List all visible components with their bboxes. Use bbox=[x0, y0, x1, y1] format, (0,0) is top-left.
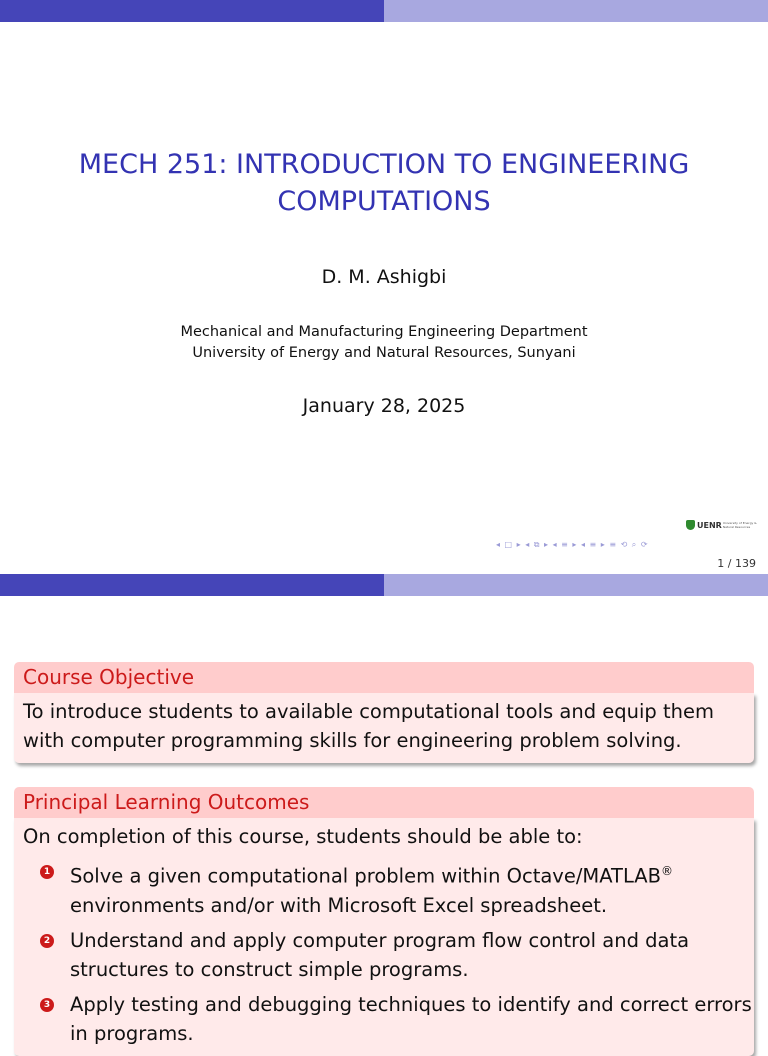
block-body bbox=[14, 818, 754, 1056]
list-item bbox=[23, 926, 745, 984]
author: D. M. Ashigbi bbox=[321, 266, 447, 288]
institute-line-1: Mechanical and Manufacturing Engineering Department bbox=[180, 324, 588, 340]
list-item-line-1: Understand and apply computer program flow control and data bbox=[70, 928, 690, 952]
enumerate-bullet-icon: 2 bbox=[40, 934, 54, 948]
header-bar-light bbox=[384, 0, 768, 22]
outcomes-intro: On completion of this course, students should be able to: bbox=[23, 825, 583, 848]
presentation-date: January 28, 2025 bbox=[302, 395, 466, 417]
list-item-text bbox=[70, 990, 752, 1048]
list-item-text bbox=[70, 926, 689, 984]
objective-line-2: with computer programming skills for engineering problem solving. bbox=[23, 729, 682, 752]
header-bar-light bbox=[384, 574, 768, 596]
list-item-line-1: Solve a given computational problem within Octave/MATLAB bbox=[70, 864, 661, 888]
title-line-1: MECH 251: INTRODUCTION TO ENGINEERING bbox=[78, 149, 690, 180]
course-objective-block bbox=[14, 662, 754, 763]
list-item-line-2: environments and/or with Microsoft Excel spreadsheet. bbox=[70, 893, 608, 917]
objectives-slide bbox=[0, 574, 768, 1045]
list-item bbox=[23, 857, 745, 920]
institute-line-2: University of Energy and Natural Resources, Sunyani bbox=[192, 345, 576, 361]
logo-subtext: University of Energy & Natural Resources bbox=[722, 521, 757, 529]
list-item-line bbox=[70, 857, 673, 891]
uenr-logo bbox=[686, 520, 759, 530]
block-body bbox=[14, 693, 754, 763]
list-item-line-2: structures to construct simple programs. bbox=[70, 957, 469, 981]
block-title: Principal Learning Outcomes bbox=[14, 787, 754, 818]
page-number: 1 / 139 bbox=[717, 557, 756, 570]
enumerate-bullet-icon: 1 bbox=[40, 865, 54, 879]
list-item-text bbox=[70, 857, 673, 920]
uenr-emblem-icon bbox=[686, 520, 695, 530]
header-bar bbox=[0, 0, 768, 22]
header-bar-dark bbox=[0, 574, 384, 596]
beamer-navigation[interactable]: ◂ □ ▸ ◂ ⧉ ▸ ◂ ≡ ▸ ◂ ≡ ▸ ≡ ⟲ ⌕ ⟳ bbox=[496, 540, 649, 549]
title-line-2: COMPUTATIONS bbox=[277, 186, 491, 217]
list-item bbox=[23, 990, 752, 1048]
list-item-line-1: Apply testing and debugging techniques to identify and correct errors bbox=[70, 992, 752, 1016]
presentation-title bbox=[0, 146, 768, 220]
list-item-line-2: in programs. bbox=[70, 1021, 194, 1045]
logo-text: UENR bbox=[697, 520, 722, 530]
block-title: Course Objective bbox=[14, 662, 754, 693]
header-bar bbox=[0, 574, 768, 596]
institute bbox=[0, 322, 768, 364]
enumerate-bullet-icon: 3 bbox=[40, 998, 54, 1012]
learning-outcomes-block bbox=[14, 787, 754, 1056]
objective-line-1: To introduce students to available computational tools and equip them bbox=[23, 700, 715, 723]
header-bar-dark bbox=[0, 0, 384, 22]
registered-mark: ® bbox=[661, 864, 673, 878]
